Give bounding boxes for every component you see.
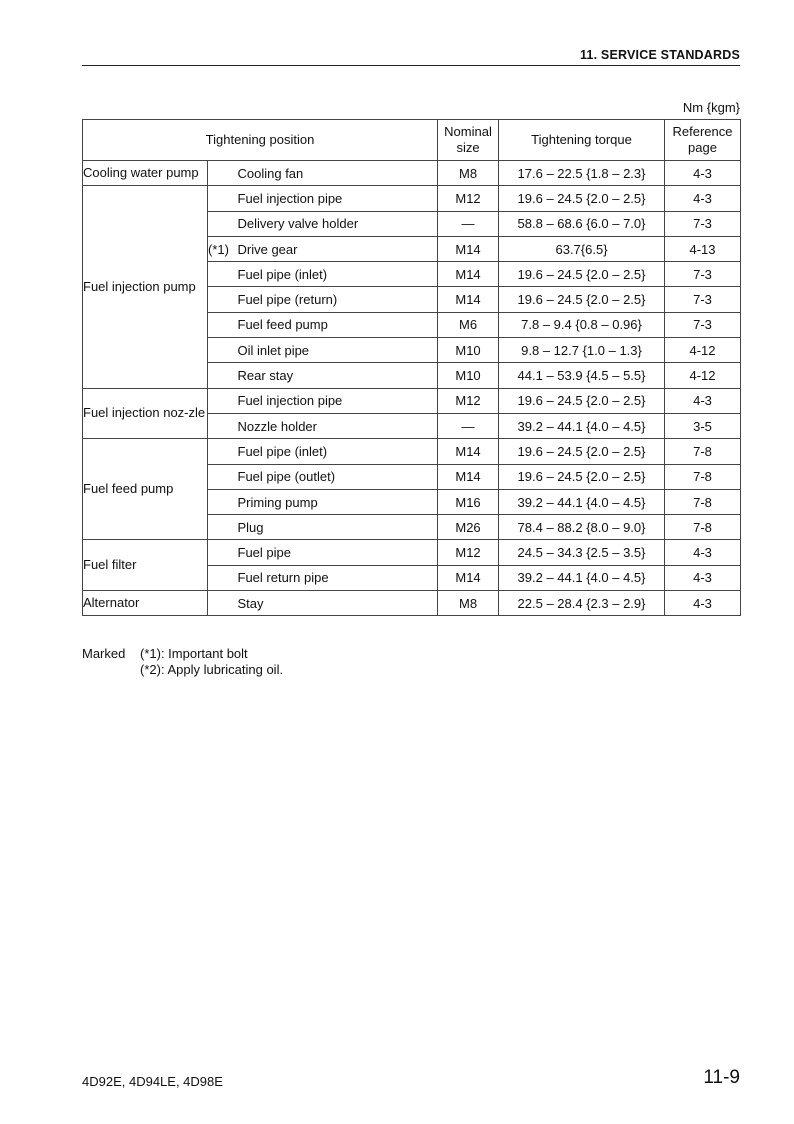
page-cell: 4-3 xyxy=(665,591,741,616)
page-cell: 7-8 xyxy=(665,464,741,489)
torque-cell: 39.2 – 44.1 {4.0 – 4.5} xyxy=(499,565,665,590)
position-cell: Cooling fan xyxy=(238,161,438,186)
mark-cell xyxy=(208,388,238,413)
header-rule xyxy=(82,65,740,66)
position-cell: Drive gear xyxy=(238,236,438,261)
page-cell: 4-3 xyxy=(665,565,741,590)
position-cell: Fuel injection pipe xyxy=(238,186,438,211)
page-cell: 4-3 xyxy=(665,186,741,211)
page-cell: 7-8 xyxy=(665,489,741,514)
position-cell: Fuel return pipe xyxy=(238,565,438,590)
torque-cell: 39.2 – 44.1 {4.0 – 4.5} xyxy=(499,413,665,438)
position-cell: Priming pump xyxy=(238,489,438,514)
position-cell: Stay xyxy=(238,591,438,616)
position-cell: Delivery valve holder xyxy=(238,211,438,236)
page-cell: 4-12 xyxy=(665,338,741,363)
position-cell: Plug xyxy=(238,515,438,540)
position-cell: Fuel pipe (inlet) xyxy=(238,262,438,287)
size-cell: M10 xyxy=(438,338,499,363)
mark-cell: (*1) xyxy=(208,236,238,261)
torque-cell: 9.8 – 12.7 {1.0 – 1.3} xyxy=(499,338,665,363)
mark-cell xyxy=(208,413,238,438)
size-cell: M12 xyxy=(438,388,499,413)
page-cell: 4-13 xyxy=(665,236,741,261)
mark-cell xyxy=(208,591,238,616)
torque-cell: 39.2 – 44.1 {4.0 – 4.5} xyxy=(499,489,665,514)
table-row xyxy=(83,388,741,413)
size-cell: M14 xyxy=(438,262,499,287)
mark-cell xyxy=(208,338,238,363)
page-cell: 4-3 xyxy=(665,388,741,413)
size-cell: M12 xyxy=(438,186,499,211)
table-row xyxy=(83,186,741,211)
mark-cell xyxy=(208,540,238,565)
notes-label: Marked xyxy=(82,646,126,661)
table-row xyxy=(83,591,741,616)
position-cell: Oil inlet pipe xyxy=(238,338,438,363)
size-cell: M14 xyxy=(438,287,499,312)
size-cell: — xyxy=(438,413,499,438)
page-cell: 7-3 xyxy=(665,287,741,312)
page-cell: 7-3 xyxy=(665,211,741,236)
position-cell: Fuel feed pump xyxy=(238,312,438,337)
page-cell: 7-8 xyxy=(665,515,741,540)
size-cell: M26 xyxy=(438,515,499,540)
column-header-size: Nominal size xyxy=(438,120,499,161)
torque-cell: 19.6 – 24.5 {2.0 – 2.5} xyxy=(499,464,665,489)
size-cell: M8 xyxy=(438,161,499,186)
size-cell: M14 xyxy=(438,565,499,590)
page-cell: 3-5 xyxy=(665,413,741,438)
page-cell: 7-3 xyxy=(665,312,741,337)
note-item: (*2): Apply lubricating oil. xyxy=(140,662,284,677)
position-cell: Fuel injection pipe xyxy=(238,388,438,413)
size-cell: M6 xyxy=(438,312,499,337)
torque-cell: 22.5 – 28.4 {2.3 – 2.9} xyxy=(499,591,665,616)
torque-cell: 19.6 – 24.5 {2.0 – 2.5} xyxy=(499,262,665,287)
mark-cell xyxy=(208,565,238,590)
group-name-cell: Fuel filter xyxy=(83,540,208,591)
notes xyxy=(82,646,283,678)
size-cell: M14 xyxy=(438,464,499,489)
group-name-cell: Alternator xyxy=(83,591,208,616)
footer-models: 4D92E, 4D94LE, 4D98E xyxy=(82,1074,223,1089)
mark-cell xyxy=(208,363,238,388)
size-cell: M14 xyxy=(438,439,499,464)
column-header-page: Reference page xyxy=(665,120,741,161)
tightening-torque-table xyxy=(82,119,741,616)
torque-cell: 19.6 – 24.5 {2.0 – 2.5} xyxy=(499,439,665,464)
size-cell: — xyxy=(438,211,499,236)
position-cell: Fuel pipe xyxy=(238,540,438,565)
group-name-cell: Fuel injection noz-zle xyxy=(83,388,208,439)
position-cell: Nozzle holder xyxy=(238,413,438,438)
column-header-position: Tightening position xyxy=(83,120,438,161)
mark-cell xyxy=(208,161,238,186)
mark-cell xyxy=(208,489,238,514)
torque-cell: 19.6 – 24.5 {2.0 – 2.5} xyxy=(499,287,665,312)
mark-cell xyxy=(208,312,238,337)
group-name-cell: Fuel injection pump xyxy=(83,186,208,388)
table-row xyxy=(83,540,741,565)
page-cell: 4-3 xyxy=(665,161,741,186)
torque-cell: 19.6 – 24.5 {2.0 – 2.5} xyxy=(499,388,665,413)
mark-cell xyxy=(208,262,238,287)
unit-label: Nm {kgm} xyxy=(682,100,740,115)
page-cell: 7-8 xyxy=(665,439,741,464)
torque-cell: 19.6 – 24.5 {2.0 – 2.5} xyxy=(499,186,665,211)
mark-cell xyxy=(208,439,238,464)
size-cell: M8 xyxy=(438,591,499,616)
size-cell: M16 xyxy=(438,489,499,514)
group-name-cell: Fuel feed pump xyxy=(83,439,208,540)
torque-cell: 58.8 – 68.6 {6.0 – 7.0} xyxy=(499,211,665,236)
torque-cell: 24.5 – 34.3 {2.5 – 3.5} xyxy=(499,540,665,565)
section-title: 11. SERVICE STANDARDS xyxy=(579,48,740,62)
page-cell: 4-3 xyxy=(665,540,741,565)
table-body xyxy=(83,161,741,616)
torque-cell: 17.6 – 22.5 {1.8 – 2.3} xyxy=(499,161,665,186)
mark-cell xyxy=(208,464,238,489)
size-cell: M14 xyxy=(438,236,499,261)
mark-cell xyxy=(208,211,238,236)
table-row xyxy=(83,161,741,186)
size-cell: M12 xyxy=(438,540,499,565)
table-header-row xyxy=(83,120,741,161)
torque-cell: 7.8 – 9.4 {0.8 – 0.96} xyxy=(499,312,665,337)
page-cell: 4-12 xyxy=(665,363,741,388)
table-row xyxy=(83,439,741,464)
column-header-torque: Tightening torque xyxy=(499,120,665,161)
page-cell: 7-3 xyxy=(665,262,741,287)
position-cell: Fuel pipe (outlet) xyxy=(238,464,438,489)
mark-cell xyxy=(208,515,238,540)
torque-cell: 78.4 – 88.2 {8.0 – 9.0} xyxy=(499,515,665,540)
group-name-cell: Cooling water pump xyxy=(83,161,208,186)
position-cell: Fuel pipe (inlet) xyxy=(238,439,438,464)
position-cell: Rear stay xyxy=(238,363,438,388)
size-cell: M10 xyxy=(438,363,499,388)
torque-cell: 44.1 – 53.9 {4.5 – 5.5} xyxy=(499,363,665,388)
torque-cell: 63.7{6.5} xyxy=(499,236,665,261)
mark-cell xyxy=(208,186,238,211)
mark-cell xyxy=(208,287,238,312)
position-cell: Fuel pipe (return) xyxy=(238,287,438,312)
note-item: (*1): Important bolt xyxy=(140,646,248,661)
page-number: 11-9 xyxy=(703,1067,740,1088)
